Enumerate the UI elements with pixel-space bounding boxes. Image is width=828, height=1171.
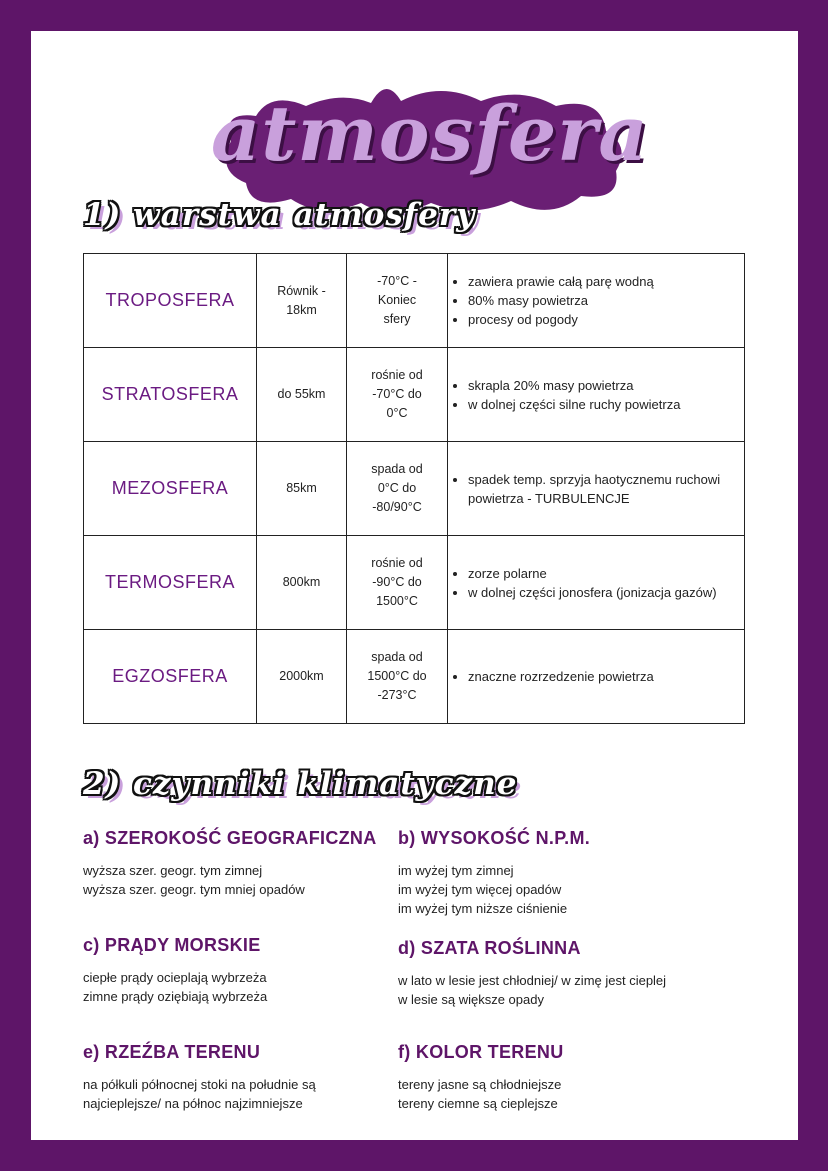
atmosphere-layers-table bbox=[83, 253, 745, 724]
layer-height bbox=[257, 348, 347, 442]
layer-temperature bbox=[347, 254, 448, 348]
factor-currents-line: zimne prądy oziębiają wybrzeża bbox=[83, 989, 268, 1004]
layer-name: TROPOSFERA bbox=[84, 254, 257, 348]
layer-properties bbox=[448, 536, 745, 630]
layer-temperature-line: 0°C bbox=[386, 406, 408, 420]
layer-temperature-line: 0°C do bbox=[377, 481, 417, 495]
factor-altitude-line: im wyżej tym więcej opadów bbox=[398, 882, 562, 897]
layer-temperature-line: -80/90°C bbox=[372, 500, 422, 514]
layer-name: EGZOSFERA bbox=[84, 630, 257, 724]
factor-relief-line: najcieplejsze/ na północ najzimniejsze bbox=[83, 1096, 303, 1111]
factor-terrain-color-line: tereny jasne są chłodniejsze bbox=[398, 1077, 562, 1092]
factor-relief-title: e) RZEŹBA TERENU bbox=[83, 1042, 261, 1062]
layer-temperature-line: spada od bbox=[371, 650, 423, 664]
layer-row bbox=[84, 630, 745, 724]
layer-temperature-line: 1500°C bbox=[376, 594, 418, 608]
layer-properties-list bbox=[448, 272, 744, 329]
factor-terrain-color-title: f) KOLOR TERENU bbox=[398, 1042, 564, 1062]
document-page bbox=[31, 31, 798, 1140]
factor-altitude bbox=[398, 828, 743, 918]
section-2-heading: 2) czynniki klimatyczne bbox=[83, 766, 518, 802]
layer-name: MEZOSFERA bbox=[84, 442, 257, 536]
factor-altitude-line: im wyżej tym niższe ciśnienie bbox=[398, 901, 568, 916]
layer-temperature-line: spada od bbox=[371, 462, 423, 476]
layer-temperature-line: -273°C bbox=[377, 688, 417, 702]
layer-property-item: • zorze polarne bbox=[468, 564, 744, 583]
layer-properties bbox=[448, 348, 745, 442]
factor-latitude-line: wyższa szer. geogr. tym zimnej bbox=[83, 863, 263, 878]
factor-currents bbox=[83, 935, 428, 1006]
layer-height bbox=[257, 254, 347, 348]
layer-property-item: • 80% masy powietrza bbox=[468, 291, 744, 310]
layer-properties bbox=[448, 442, 745, 536]
layer-temperature-line: rośnie od bbox=[371, 556, 423, 570]
layer-property-item: • procesy od pogody bbox=[468, 310, 744, 329]
factor-terrain-color bbox=[398, 1042, 743, 1113]
layer-temperature-line: sfery bbox=[383, 312, 411, 326]
layer-name: STRATOSFERA bbox=[84, 348, 257, 442]
section-1-heading: 1) warstwa atmosfery bbox=[83, 197, 476, 233]
factor-currents-title: c) PRĄDY MORSKIE bbox=[83, 935, 261, 955]
factor-latitude-line: wyższa szer. geogr. tym mniej opadów bbox=[83, 882, 305, 897]
layer-height bbox=[257, 630, 347, 724]
layer-height-line: Równik - bbox=[277, 283, 326, 298]
layer-property-item: • zawiera prawie całą parę wodną bbox=[468, 272, 744, 291]
factor-terrain-color-line: tereny ciemne są cieplejsze bbox=[398, 1096, 558, 1111]
factor-relief-line: na półkuli północnej stoki na południe są bbox=[83, 1077, 316, 1092]
layer-height-line: do 55km bbox=[277, 387, 326, 401]
layer-temperature bbox=[347, 536, 448, 630]
layer-properties-list bbox=[448, 564, 744, 602]
layer-property-item: • skrapla 20% masy powietrza bbox=[468, 376, 744, 395]
layer-height bbox=[257, 442, 347, 536]
layer-property-item: • w dolnej części jonosfera (jonizacja gazów) bbox=[468, 583, 744, 602]
layer-temperature bbox=[347, 442, 448, 536]
factor-latitude bbox=[83, 828, 428, 899]
layer-properties-list bbox=[448, 667, 744, 686]
layer-temperature bbox=[347, 348, 448, 442]
factor-altitude-title: b) WYSOKOŚĆ N.P.M. bbox=[398, 828, 591, 848]
layer-height-line: 2000km bbox=[279, 669, 324, 683]
factor-vegetation-line: w lato w lesie jest chłodniej/ w zimę jest cieplej bbox=[398, 973, 667, 988]
layer-temperature-line: -70°C do bbox=[372, 387, 422, 401]
layer-height bbox=[257, 536, 347, 630]
layer-temperature-line: rośnie od bbox=[371, 368, 423, 382]
layer-temperature-line: -70°C - bbox=[377, 274, 417, 288]
layer-row bbox=[84, 254, 745, 348]
factor-latitude-title: a) SZEROKOŚĆ GEOGRAFICZNA bbox=[83, 828, 377, 848]
layer-name: TERMOSFERA bbox=[84, 536, 257, 630]
layer-temperature-line: 1500°C do bbox=[367, 669, 427, 683]
layer-properties bbox=[448, 254, 745, 348]
factor-vegetation-title: d) SZATA ROŚLINNA bbox=[398, 938, 581, 958]
layer-temperature-line: -90°C do bbox=[372, 575, 422, 589]
layer-row bbox=[84, 442, 745, 536]
factor-vegetation bbox=[398, 938, 743, 1009]
layer-row bbox=[84, 536, 745, 630]
layer-temperature-line: Koniec bbox=[377, 293, 417, 307]
layer-temperature bbox=[347, 630, 448, 724]
layer-property-item: • znaczne rozrzedzenie powietrza bbox=[468, 667, 744, 686]
layer-properties bbox=[448, 630, 745, 724]
layer-properties-list bbox=[448, 470, 744, 508]
factor-relief bbox=[83, 1042, 428, 1113]
factor-altitude-line: im wyżej tym zimnej bbox=[398, 863, 514, 878]
layer-row bbox=[84, 348, 745, 442]
layer-height-line: 85km bbox=[286, 481, 317, 495]
factor-currents-line: ciepłe prądy ocieplają wybrzeża bbox=[83, 970, 267, 985]
layer-properties-list bbox=[448, 376, 744, 414]
layer-height-line: 18km bbox=[286, 302, 317, 317]
factor-vegetation-line: w lesie są większe opady bbox=[398, 992, 544, 1007]
layer-height-line: 800km bbox=[282, 575, 321, 589]
layer-property-item: • spadek temp. sprzyja haotycznemu ruchowi powietrza - TURBULENCJE bbox=[468, 470, 744, 508]
layer-property-item: • w dolnej części silne ruchy powietrza bbox=[468, 395, 744, 414]
page-title: atmosfera bbox=[211, 89, 649, 178]
